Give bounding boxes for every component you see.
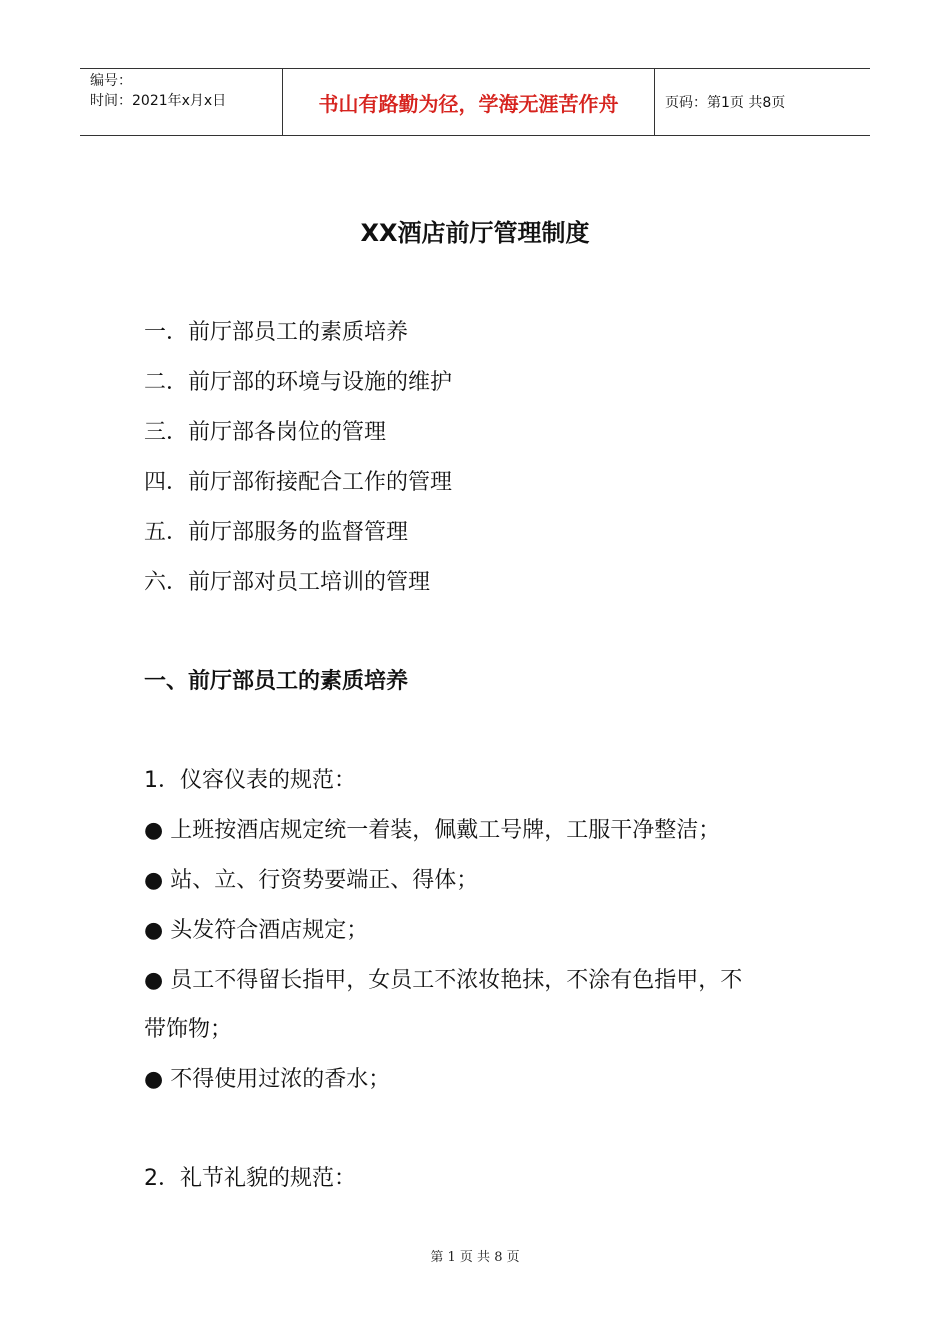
document-date: 时间：2021年x月x日	[90, 93, 227, 109]
toc-item-6: 六．前厅部对员工培训的管理	[144, 570, 431, 595]
bullet-item-2: ● 站、立、行资势要端正、得体；	[144, 868, 479, 893]
toc-item-1: 一．前厅部员工的素质培养	[144, 320, 409, 345]
toc-item-4: 四．前厅部衔接配合工作的管理	[144, 470, 453, 495]
header-meta	[80, 69, 282, 135]
header-page-info: 页码：第1页 共8页	[665, 95, 786, 111]
subsection-heading-1: 1．仪容仪表的规范：	[144, 768, 356, 793]
subsection-heading-2: 2．礼节礼貌的规范：	[144, 1166, 356, 1191]
page-header	[80, 68, 870, 136]
bullet-item-4-continued: 带饰物；	[144, 1017, 233, 1042]
bullet-item-4: ● 员工不得留长指甲，女员工不浓妆艳抹，不涂有色指甲，不	[144, 968, 743, 993]
section-heading: 一、前厅部员工的素质培养	[144, 669, 409, 694]
document-code-label: 编号：	[90, 73, 132, 89]
toc-item-3: 三．前厅部各岗位的管理	[144, 420, 387, 445]
toc-item-5: 五．前厅部服务的监督管理	[144, 520, 409, 545]
bullet-item-5: ● 不得使用过浓的香水；	[144, 1067, 391, 1092]
toc-item-2: 二．前厅部的环境与设施的维护	[144, 370, 453, 395]
bullet-item-3: ● 头发符合酒店规定；	[144, 918, 369, 943]
bullet-item-1: ● 上班按酒店规定统一着装，佩戴工号牌，工服干净整洁；	[144, 818, 721, 843]
page-footer: 第 1 页 共 8 页	[430, 1250, 520, 1265]
header-motto: 书山有路勤为径，学海无涯苦作舟	[282, 69, 655, 135]
document-title: XX酒店前厅管理制度	[360, 219, 590, 247]
